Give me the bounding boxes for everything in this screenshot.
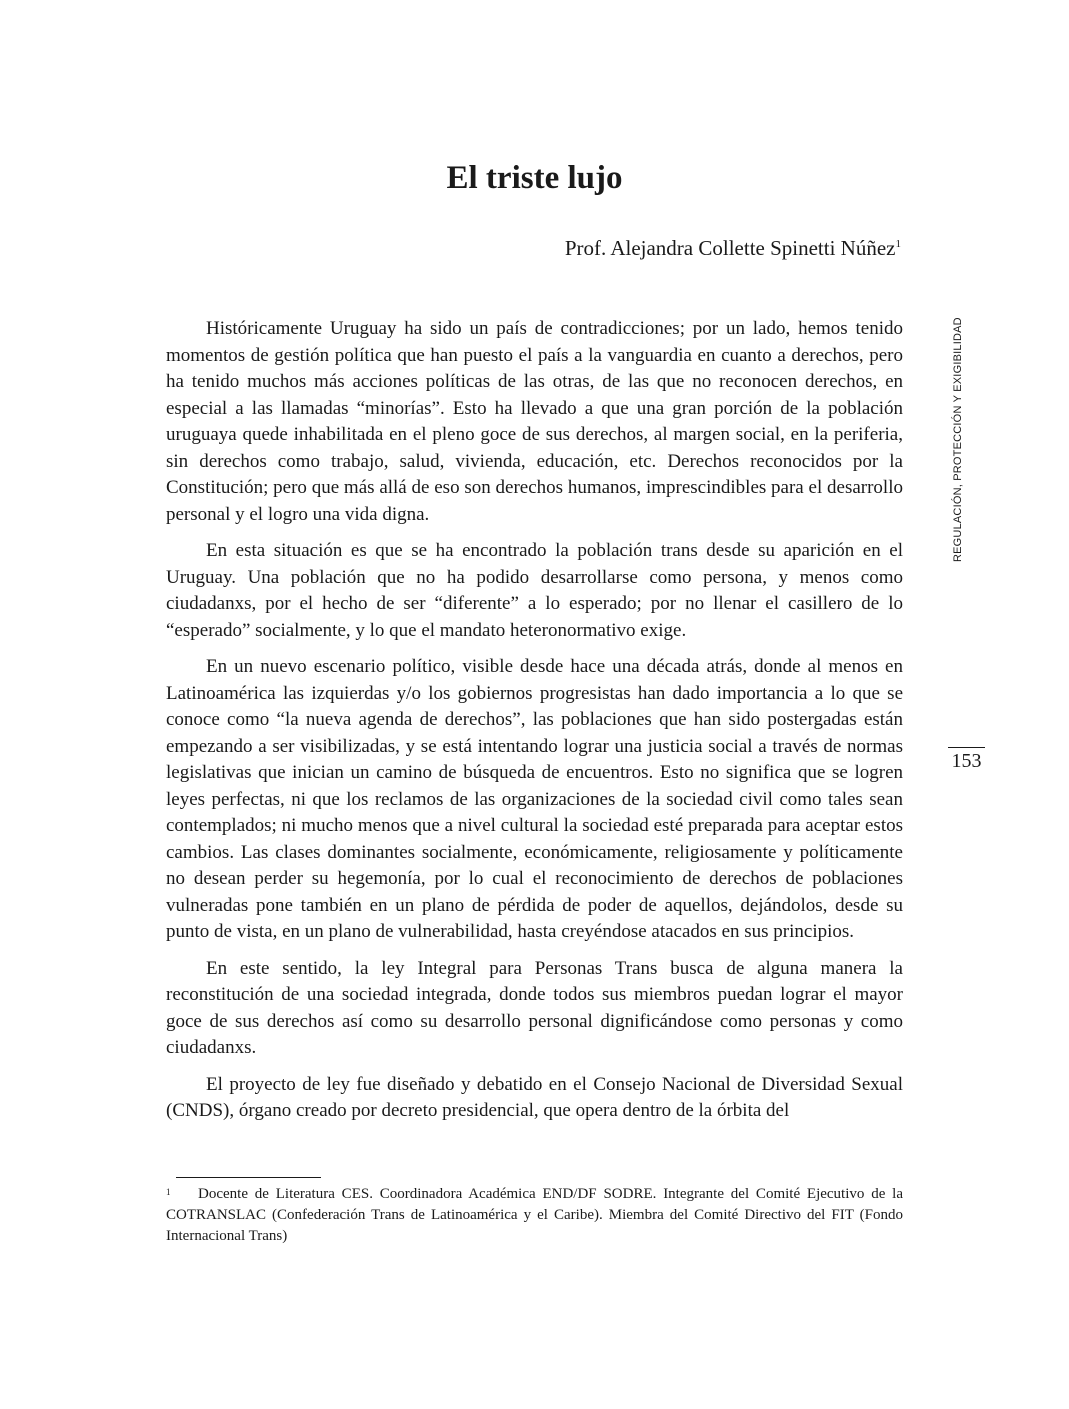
running-head-vertical: REGULACIÓN, PROTECCIÓN Y EXIGIBILIDAD xyxy=(952,317,964,562)
paragraph: En este sentido, la ley Integral para Personas Trans busca de alguna manera la reconstitución de una sociedad integrada, donde todos sus miembros puedan lograr el mayor goce de sus derechos así como su desarrollo personal dignificándose como personas y como ciudadanxs. xyxy=(166,957,903,1058)
footnote-mark: 1 xyxy=(166,1187,171,1197)
paragraph: En esta situación es que se ha encontrado la población trans desde su aparición en el Uruguay. Una población que no ha podido desarrollarse como persona, y menos como ciudadanxs, por el hecho de ser “diferente” a lo esperado; por no llenar el casillero de lo “esperado” socialmente, y lo que el mandato heteronormativo exige. xyxy=(166,540,903,641)
paragraph: Históricamente Uruguay ha sido un país de contradicciones; por un lado, hemos tenido momentos de gestión política que han puesto el país a la vanguardia en cuanto a derechos, pero ha tenido muchos más acciones políticas de las otras, de las que no reconocen derechos, en especial a las llamadas “minorías”. Esto ha llevado a que una gran porción de la población uruguaya quede inhabilitada en el pleno goce de sus derechos, al margen social, en la periferia, sin derechos como trabajo, salud, vivienda, educación, etc. Derechos reconocidos por la Constitución; pero que más allá de eso son derechos humanos, imprescindibles para el desarrollo personal y el logro una vida digna. xyxy=(166,318,903,525)
footnote-separator xyxy=(176,1177,321,1178)
author-footnote-ref: 1 xyxy=(895,238,901,250)
author-line xyxy=(565,236,901,261)
page-number-rule xyxy=(948,747,985,748)
paragraph: En un nuevo escenario político, visible desde hace una década atrás, donde al menos en Latinoamérica las izquierdas y/o los gobiernos progresistas han dado importancia a lo que se conoce como “la nueva agenda de derechos”, las poblaciones que han sido postergadas están empezando a ser visibilizadas, y se está intentando lograr una justicia social a través de normas legislativas que inician un camino de búsqueda de encuentros. Esto no significa que se logren leyes perfectas, ni que los reclamos de las organizaciones de la sociedad civil como tales sean contemplados; ni mucho menos que a nivel cultural la sociedad esté preparada para aceptar estos cambios. Las clases dominantes socialmente, económicamente, religiosamente y políticamente no desean perder su hegemonía, por lo cual el reconocimiento de derechos de poblaciones vulneradas pone también en un plano de pérdida de poder de aquellos, dejándolos, desde su punto de vista, en un plano de vulnerabilidad, hasta creyéndose atacados en sus principios. xyxy=(166,656,903,942)
page-number: 153 xyxy=(951,750,982,772)
author-name: Prof. Alejandra Collette Spinetti Núñez xyxy=(564,236,896,260)
footnote xyxy=(166,1184,903,1247)
article-body xyxy=(166,316,903,1135)
article-title: El triste lujo xyxy=(446,160,623,196)
paragraph: El proyecto de ley fue diseñado y debatido en el Consejo Nacional de Diversidad Sexual (CNDS), órgano creado por decreto presidencial, que opera dentro de la órbita del xyxy=(166,1073,903,1121)
footnote-text: Docente de Literatura CES. Coordinadora Académica END/DF SODRE. Integrante del Comité Ejecutivo de la COTRANSLAC (Confederación Trans de Latinoamérica y el Caribe). Miembra del Comité Directivo del FIT (Fondo Internacional Trans) xyxy=(166,1186,903,1244)
